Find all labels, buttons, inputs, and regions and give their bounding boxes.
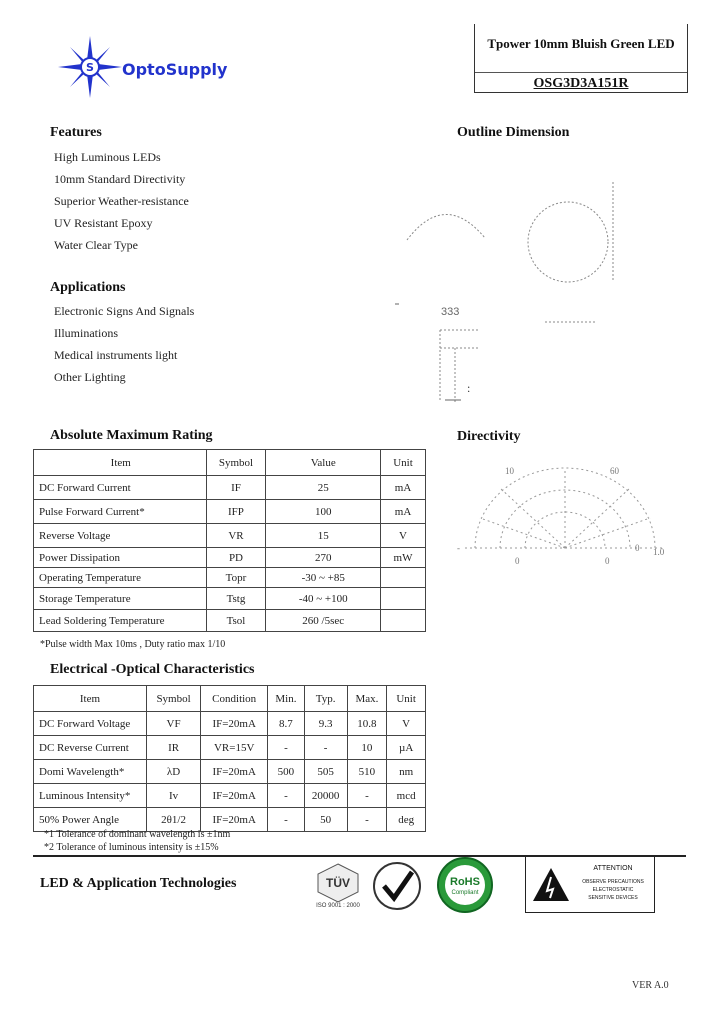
table-cell: Unit <box>387 686 426 712</box>
feature-item: High Luminous LEDs <box>54 150 161 164</box>
table-cell: Max. <box>347 686 387 712</box>
features-title: Features <box>50 125 102 140</box>
table-cell: Value <box>266 450 381 476</box>
table-cell: IF=20mA <box>201 808 268 832</box>
table-cell: 510 <box>347 760 387 784</box>
table-cell: Domi Wavelength* <box>34 760 147 784</box>
table-cell: 9.3 <box>304 712 347 736</box>
company-name: LED & Application Technologies <box>40 876 237 891</box>
table-cell: Unit <box>381 450 426 476</box>
table-cell: 500 <box>268 760 305 784</box>
table-cell: IF=20mA <box>201 712 268 736</box>
tuv-icon <box>306 862 370 908</box>
table-cell: IR <box>146 736 200 760</box>
table-cell: VR=15V <box>201 736 268 760</box>
dir-label-right-side: 0 <box>635 543 640 553</box>
table-cell: - <box>304 736 347 760</box>
rohs-badge-icon <box>435 856 495 914</box>
table-cell: nm <box>387 760 426 784</box>
table-cell: Operating Temperature <box>34 568 207 588</box>
amr-note: *Pulse width Max 10ms , Duty ratio max 1/10 <box>40 639 226 650</box>
eoc-title: Electrical -Optical Characteristics <box>50 662 255 677</box>
table-cell: - <box>347 784 387 808</box>
directivity-chart <box>455 458 675 570</box>
table-cell: DC Reverse Current <box>34 736 147 760</box>
table-cell: λD <box>146 760 200 784</box>
table-cell: Iv <box>146 784 200 808</box>
table-cell: 25 <box>266 476 381 500</box>
table-cell: mA <box>381 500 426 524</box>
table-cell: PD <box>206 548 266 568</box>
table-cell: deg <box>387 808 426 832</box>
table-cell: Lead Soldering Temperature <box>34 610 207 632</box>
table-row <box>34 524 426 548</box>
table-cell: VF <box>146 712 200 736</box>
eoc-note-2: *2 Tolerance of luminous intensity is ±15% <box>44 842 219 853</box>
table-cell: Tstg <box>206 588 266 610</box>
table-cell: DC Forward Current <box>34 476 207 500</box>
amr-title: Absolute Maximum Rating <box>50 428 213 443</box>
table-cell: Min. <box>268 686 305 712</box>
table-row <box>34 568 426 588</box>
table-cell: 10.8 <box>347 712 387 736</box>
table-row <box>34 548 426 568</box>
esd-line: OBSERVE PRECAUTIONS <box>582 879 644 885</box>
table-cell: 15 <box>266 524 381 548</box>
table-row <box>34 760 426 784</box>
table-cell: Tsol <box>206 610 266 632</box>
dir-label-left-top: 10 <box>505 466 514 476</box>
table-cell: 8.7 <box>268 712 305 736</box>
table-cell: Pulse Forward Current* <box>34 500 207 524</box>
table-row <box>34 500 426 524</box>
table-cell: IFP <box>206 500 266 524</box>
brand-name: OptoSupply <box>122 60 228 79</box>
table-cell: V <box>387 712 426 736</box>
table-cell: 100 <box>266 500 381 524</box>
table-cell: 270 <box>266 548 381 568</box>
table-row <box>34 784 426 808</box>
table-cell <box>381 588 426 610</box>
table-cell: -30 ~ +85 <box>266 568 381 588</box>
dir-label-bottom-mid: 0 <box>605 556 610 566</box>
applications-title: Applications <box>50 280 126 295</box>
table-cell: - <box>347 808 387 832</box>
svg-text:Compliant: Compliant <box>451 890 479 896</box>
table-row <box>34 476 426 500</box>
esd-title: ATTENTION <box>593 865 633 872</box>
table-cell: Storage Temperature <box>34 588 207 610</box>
dir-label-left-side: - <box>457 543 460 553</box>
feature-item: Superior Weather-resistance <box>54 194 189 208</box>
feature-item: Water Clear Type <box>54 238 138 252</box>
table-cell: IF=20mA <box>201 760 268 784</box>
table-cell: 505 <box>304 760 347 784</box>
outline-drawing <box>385 170 625 410</box>
table-cell: -40 ~ +100 <box>266 588 381 610</box>
table-cell: IF=20mA <box>201 784 268 808</box>
table-cell: 260 /5sec <box>266 610 381 632</box>
directivity-title: Directivity <box>457 429 521 444</box>
table-cell: mcd <box>387 784 426 808</box>
svg-text:ISO 9001 : 2000: ISO 9001 : 2000 <box>316 903 360 908</box>
table-cell: Typ. <box>304 686 347 712</box>
table-row <box>34 712 426 736</box>
tuv-badge <box>306 862 370 908</box>
eoc-table <box>33 685 426 832</box>
table-cell <box>381 568 426 588</box>
table-cell: Condition <box>201 686 268 712</box>
table-cell: Symbol <box>146 686 200 712</box>
table-row <box>34 588 426 610</box>
checkmark-badge-icon <box>370 860 424 912</box>
esd-warning-box <box>525 856 655 913</box>
svg-text:S: S <box>86 61 94 74</box>
esd-line: SENSITIVE DEVICES <box>588 895 638 901</box>
feature-item: UV Resistant Epoxy <box>54 216 153 230</box>
table-row <box>34 610 426 632</box>
header-box <box>474 24 688 93</box>
table-cell: - <box>268 808 305 832</box>
table-cell: 20000 <box>304 784 347 808</box>
table-cell: 2θ1/2 <box>146 808 200 832</box>
application-item: Electronic Signs And Signals <box>54 304 195 318</box>
optosupply-logo-icon <box>58 36 122 98</box>
esd-line: ELECTROSTATIC <box>592 887 634 893</box>
table-cell: mA <box>381 476 426 500</box>
table-cell: 50% Power Angle <box>34 808 147 832</box>
table-cell: Symbol <box>206 450 266 476</box>
feature-item: 10mm Standard Directivity <box>54 172 186 186</box>
table-cell: mW <box>381 548 426 568</box>
dir-label-right-bottom: 1.0 <box>653 547 665 557</box>
table-cell: VR <box>206 524 266 548</box>
table-cell: Item <box>34 686 147 712</box>
table-cell: V <box>381 524 426 548</box>
table-row <box>34 808 426 832</box>
table-cell: - <box>268 784 305 808</box>
application-item: Medical instruments light <box>54 348 178 362</box>
version-label: VER A.0 <box>632 980 669 991</box>
svg-text:TÜV: TÜV <box>326 876 350 890</box>
application-item: Other Lighting <box>54 370 126 384</box>
table-cell: 10 <box>347 736 387 760</box>
table-cell: Power Dissipation <box>34 548 207 568</box>
application-item: Illuminations <box>54 326 118 340</box>
amr-table <box>33 449 426 632</box>
table-cell: Reverse Voltage <box>34 524 207 548</box>
table-cell: IF <box>206 476 266 500</box>
table-row <box>34 736 426 760</box>
table-cell: Topr <box>206 568 266 588</box>
product-title: Tpower 10mm Bluish Green LED <box>487 36 675 51</box>
part-number: OSG3D3A151R <box>533 76 629 91</box>
dir-label-right-top: 60 <box>610 466 619 476</box>
table-cell: µA <box>387 736 426 760</box>
table-cell <box>381 610 426 632</box>
esd-warning-icon <box>532 867 570 903</box>
eoc-note-1: *1 Tolerance of dominant wavelength is ±1nm <box>44 829 231 840</box>
svg-text::: : <box>467 381 471 395</box>
table-cell: Item <box>34 450 207 476</box>
table-cell: 50 <box>304 808 347 832</box>
table-cell: Luminous Intensity* <box>34 784 147 808</box>
table-cell: - <box>268 736 305 760</box>
outline-title: Outline Dimension <box>457 125 570 140</box>
table-cell: DC Forward Voltage <box>34 712 147 736</box>
dir-label-bottom-left: 0 <box>515 556 520 566</box>
outline-dim-label: 333 <box>441 306 460 318</box>
svg-text:RoHS: RoHS <box>450 876 480 888</box>
